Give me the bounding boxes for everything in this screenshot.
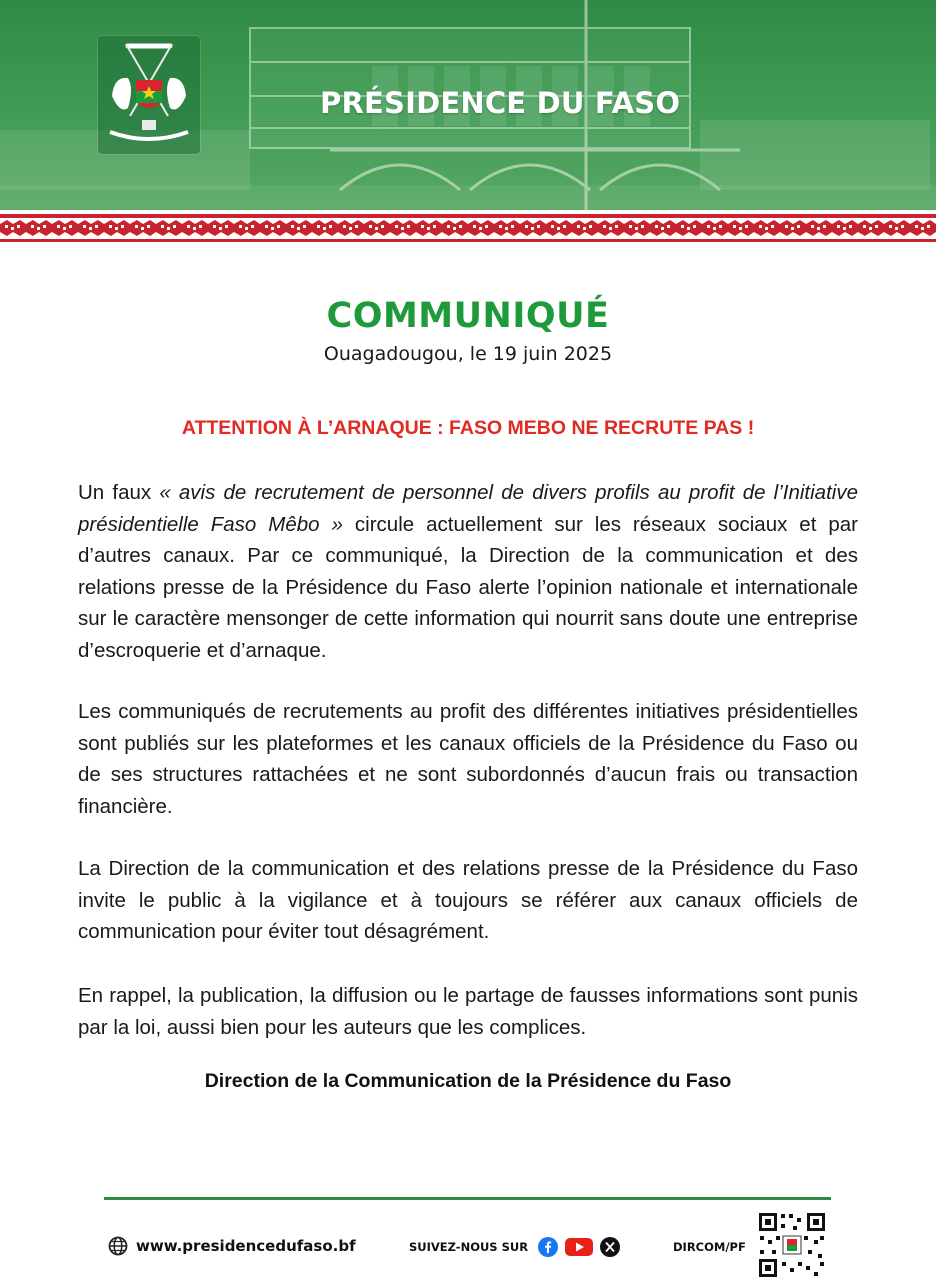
decorative-pattern-band (0, 210, 936, 246)
signature-line: Direction de la Communication de la Présidence du Faso (204, 1070, 732, 1092)
burkina-faso-coat-of-arms-icon (98, 36, 200, 154)
footer-website[interactable] (108, 1236, 356, 1256)
footer-divider (104, 1197, 831, 1200)
paragraph-1 (78, 477, 858, 666)
paragraph-2: Les communiqués de recrutements au profit des différentes initiatives présidentielles sont publiés sur les plateformes et les canaux officiels de la Présidence du Faso ou de ses structures rattachées et ne sont subordonnés d’aucun frais ou transaction financière. (78, 700, 858, 818)
globe-icon (108, 1236, 128, 1256)
footer-social (409, 1237, 620, 1257)
paragraph-4: En rappel, la publication, la diffusion ou le partage de fausses informations sont punis par la loi, aussi bien pour les auteurs que les complices. (78, 984, 858, 1039)
paragraph-3: La Direction de la communication et des relations presse de la Présidence du Faso invite le public à la vigilance et à toujours se référer aux canaux officiels de communication pour éviter tout désagrément. (78, 857, 858, 943)
header-title: PRÉSIDENCE DU FASO (320, 86, 681, 120)
paragraph-1-quote: « avis de recrutement de personnel de divers profils au profit de l’Initiative présidentielle Faso Mêbo » (78, 481, 858, 536)
document-title: COMMUNIQUÉ (326, 296, 610, 336)
paragraph-1-lead: Un faux (78, 481, 160, 504)
facebook-icon[interactable] (538, 1237, 558, 1257)
coat-of-arms-emblem (98, 36, 200, 154)
document-date-line: Ouagadougou, le 19 juin 2025 (323, 343, 613, 365)
footer-dircom: DIRCOM/PF (673, 1240, 746, 1254)
x-icon[interactable] (600, 1237, 620, 1257)
qr-code-icon (756, 1210, 828, 1280)
header-banner (0, 0, 936, 215)
alert-heading: ATTENTION À L’ARNAQUE : FASO MEBO NE RECRUTE PAS ! (181, 417, 755, 439)
youtube-icon[interactable] (565, 1237, 593, 1257)
paragraph-1-rest: circule actuellement sur les réseaux sociaux et par d’autres canaux. Par ce communiqué, la Direction de la communication et des relations presse de la Présidence du Faso alerte l’opinion nationale et internationale sur le caractère mensonger de cette information qui nourrit sans doute une entreprise d’escroquerie et d’arnaque. (78, 512, 858, 662)
website-link[interactable]: www.presidencedufaso.bf (136, 1237, 356, 1255)
follow-label: SUIVEZ-NOUS SUR (409, 1240, 529, 1254)
